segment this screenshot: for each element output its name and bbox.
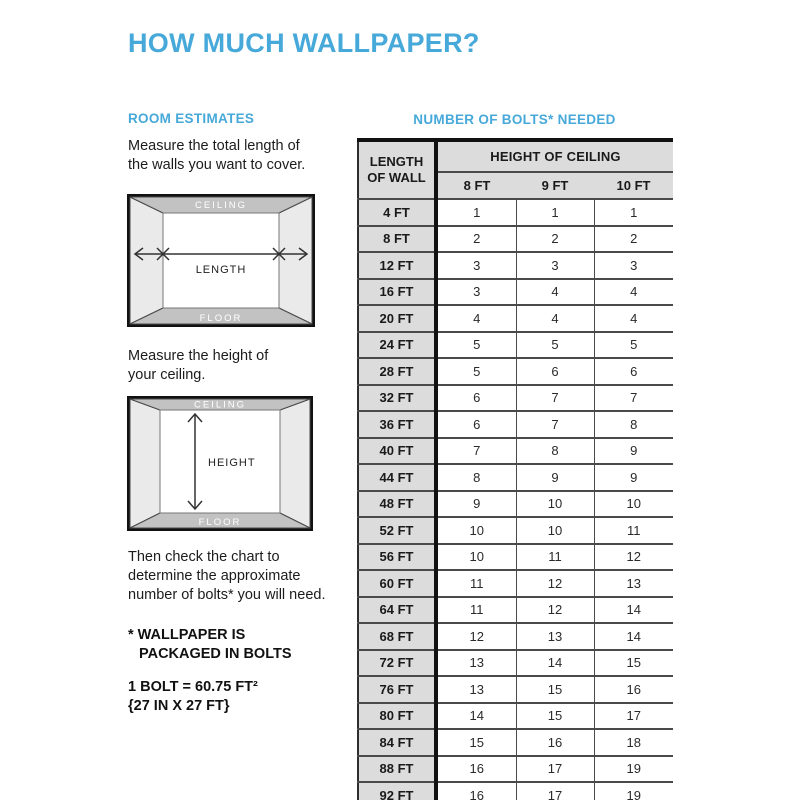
table-row — [358, 623, 673, 650]
bolt-spec-line1: 1 BOLT = 60.75 FT² — [128, 679, 258, 695]
wall-length-cell: 20 FT — [358, 305, 436, 332]
bolts-value-cell: 9 — [516, 464, 594, 491]
wall-length-cell: 8 FT — [358, 226, 436, 253]
page-title: HOW MUCH WALLPAPER? — [128, 28, 480, 58]
bolts-value-cell: 4 — [594, 305, 673, 332]
bolt-spec-line2: {27 IN X 27 FT} — [128, 698, 230, 714]
wall-length-cell: 88 FT — [358, 756, 436, 783]
bolts-value-cell: 16 — [436, 782, 516, 800]
bolts-value-cell: 5 — [516, 332, 594, 359]
left-wall — [130, 197, 163, 324]
height-of-ceiling-header: HEIGHT OF CEILING — [436, 140, 673, 172]
room-length-diagram — [127, 194, 315, 327]
instruction-step3-line3: number of bolts* you will need. — [128, 587, 326, 603]
bolts-value-cell: 5 — [436, 332, 516, 359]
wall-length-cell: 72 FT — [358, 650, 436, 677]
table-row — [358, 544, 673, 571]
instruction-step3 — [128, 548, 325, 605]
bolts-value-cell: 12 — [516, 570, 594, 597]
column-header-8ft: 8 FT — [436, 172, 516, 199]
table-row — [358, 385, 673, 412]
table-row — [358, 703, 673, 730]
instruction-step2-line2: your ceiling. — [128, 367, 206, 383]
bolts-value-cell: 10 — [594, 491, 673, 518]
bolts-value-cell: 10 — [436, 517, 516, 544]
bolts-value-cell: 7 — [436, 438, 516, 465]
bolts-value-cell: 10 — [516, 517, 594, 544]
wall-length-cell: 80 FT — [358, 703, 436, 730]
bolts-value-cell: 13 — [436, 676, 516, 703]
bolt-spec — [128, 678, 258, 716]
bolts-value-cell: 4 — [516, 279, 594, 306]
ceiling-label: CEILING — [194, 200, 248, 211]
instruction-step3-line1: Then check the chart to — [128, 549, 280, 565]
wall-length-cell: 24 FT — [358, 332, 436, 359]
wall-length-cell: 64 FT — [358, 597, 436, 624]
right-wall — [279, 197, 312, 324]
instruction-step1-line2: the walls you want to cover. — [128, 157, 306, 173]
room-estimates-heading: ROOM ESTIMATES — [128, 111, 255, 126]
wall-length-cell: 44 FT — [358, 464, 436, 491]
wall-length-cell: 76 FT — [358, 676, 436, 703]
wall-length-cell: 68 FT — [358, 623, 436, 650]
bolts-value-cell: 13 — [594, 570, 673, 597]
bolts-value-cell: 13 — [516, 623, 594, 650]
table-header-row-1 — [358, 140, 673, 172]
bolts-value-cell: 3 — [436, 279, 516, 306]
bolts-value-cell: 3 — [436, 252, 516, 279]
bolts-value-cell: 14 — [516, 650, 594, 677]
table-row — [358, 676, 673, 703]
height-measure-label: HEIGHT — [208, 457, 256, 469]
bolts-value-cell: 6 — [436, 385, 516, 412]
bolts-value-cell: 4 — [594, 279, 673, 306]
bolts-value-cell: 11 — [594, 517, 673, 544]
table-row — [358, 650, 673, 677]
bolts-value-cell: 8 — [516, 438, 594, 465]
bolts-value-cell: 10 — [516, 491, 594, 518]
bolts-value-cell: 11 — [436, 570, 516, 597]
bolts-value-cell: 7 — [516, 385, 594, 412]
table-row — [358, 782, 673, 800]
bolts-value-cell: 15 — [516, 703, 594, 730]
bolts-value-cell: 7 — [594, 385, 673, 412]
instruction-step3-line2: determine the approximate — [128, 568, 301, 584]
bolts-value-cell: 7 — [516, 411, 594, 438]
length-of-wall-header: LENGTH OF WALL — [358, 140, 436, 199]
bolts-table-body — [358, 199, 673, 800]
wall-length-cell: 28 FT — [358, 358, 436, 385]
bolts-value-cell: 17 — [516, 782, 594, 800]
bolts-value-cell: 3 — [516, 252, 594, 279]
floor-label: FLOOR — [199, 313, 243, 324]
bolts-value-cell: 1 — [436, 199, 516, 226]
ceiling-label: CEILING — [193, 399, 247, 411]
bolts-value-cell: 2 — [516, 226, 594, 253]
bolts-value-cell: 14 — [594, 623, 673, 650]
wall-length-cell: 12 FT — [358, 252, 436, 279]
ceiling-height-diagram — [127, 396, 313, 531]
table-row — [358, 332, 673, 359]
bolts-value-cell: 15 — [594, 650, 673, 677]
bolts-table — [357, 138, 673, 800]
bolts-value-cell: 11 — [436, 597, 516, 624]
instruction-step2-line1: Measure the height of — [128, 348, 269, 364]
table-row — [358, 729, 673, 756]
table-row — [358, 438, 673, 465]
bolts-value-cell: 4 — [436, 305, 516, 332]
bolts-value-cell: 17 — [594, 703, 673, 730]
bolts-value-cell: 12 — [594, 544, 673, 571]
table-row — [358, 491, 673, 518]
bolts-value-cell: 9 — [436, 491, 516, 518]
back-wall — [163, 213, 279, 308]
bolts-value-cell: 16 — [436, 756, 516, 783]
bolts-value-cell: 2 — [436, 226, 516, 253]
instruction-step1 — [128, 137, 305, 175]
bolts-footnote — [128, 626, 292, 664]
bolts-value-cell: 4 — [516, 305, 594, 332]
bolts-value-cell: 1 — [516, 199, 594, 226]
table-row — [358, 358, 673, 385]
wall-length-cell: 60 FT — [358, 570, 436, 597]
bolts-value-cell: 6 — [594, 358, 673, 385]
bolts-value-cell: 11 — [516, 544, 594, 571]
bolts-value-cell: 19 — [594, 756, 673, 783]
table-row — [358, 570, 673, 597]
bolts-value-cell: 8 — [436, 464, 516, 491]
table-row — [358, 226, 673, 253]
length-measure-label: LENGTH — [195, 264, 247, 276]
wall-length-cell: 32 FT — [358, 385, 436, 412]
bolts-footnote-line2: PACKAGED IN BOLTS — [139, 646, 292, 662]
table-row — [358, 756, 673, 783]
bolts-value-cell: 10 — [436, 544, 516, 571]
bolts-value-cell: 2 — [594, 226, 673, 253]
wall-length-cell: 16 FT — [358, 279, 436, 306]
bolts-value-cell: 8 — [594, 411, 673, 438]
bolts-value-cell: 15 — [436, 729, 516, 756]
bolts-value-cell: 3 — [594, 252, 673, 279]
bolts-value-cell: 18 — [594, 729, 673, 756]
table-row — [358, 597, 673, 624]
wall-length-cell: 52 FT — [358, 517, 436, 544]
bolts-value-cell: 9 — [594, 438, 673, 465]
bolts-value-cell: 13 — [436, 650, 516, 677]
bolts-value-cell: 17 — [516, 756, 594, 783]
wall-length-cell: 92 FT — [358, 782, 436, 800]
instruction-step2 — [128, 347, 268, 385]
bolts-value-cell: 16 — [516, 729, 594, 756]
table-row — [358, 252, 673, 279]
right-wall — [280, 399, 310, 528]
bolts-value-cell: 16 — [594, 676, 673, 703]
bolts-value-cell: 12 — [516, 597, 594, 624]
bolts-value-cell: 6 — [436, 411, 516, 438]
bolts-value-cell: 14 — [436, 703, 516, 730]
bolts-value-cell: 12 — [436, 623, 516, 650]
bolts-value-cell: 9 — [594, 464, 673, 491]
wall-length-cell: 48 FT — [358, 491, 436, 518]
bolts-value-cell: 14 — [594, 597, 673, 624]
left-wall — [130, 399, 160, 528]
bolts-footnote-line1: * WALLPAPER IS — [128, 627, 246, 643]
table-row — [358, 199, 673, 226]
wall-length-cell: 4 FT — [358, 199, 436, 226]
wall-length-cell: 40 FT — [358, 438, 436, 465]
bolts-value-cell: 6 — [516, 358, 594, 385]
wall-length-cell: 36 FT — [358, 411, 436, 438]
table-row — [358, 411, 673, 438]
bolts-value-cell: 5 — [594, 332, 673, 359]
floor-label: FLOOR — [198, 517, 242, 528]
bolts-value-cell: 1 — [594, 199, 673, 226]
bolts-table-caption: NUMBER OF BOLTS* NEEDED — [413, 112, 616, 127]
table-row — [358, 305, 673, 332]
table-row — [358, 517, 673, 544]
instruction-step1-line1: Measure the total length of — [128, 138, 300, 154]
table-row — [358, 279, 673, 306]
column-header-10ft: 10 FT — [594, 172, 673, 199]
bolts-value-cell: 5 — [436, 358, 516, 385]
bolts-value-cell: 19 — [594, 782, 673, 800]
column-header-9ft: 9 FT — [516, 172, 594, 199]
wall-length-cell: 56 FT — [358, 544, 436, 571]
wall-length-cell: 84 FT — [358, 729, 436, 756]
bolts-value-cell: 15 — [516, 676, 594, 703]
table-row — [358, 464, 673, 491]
